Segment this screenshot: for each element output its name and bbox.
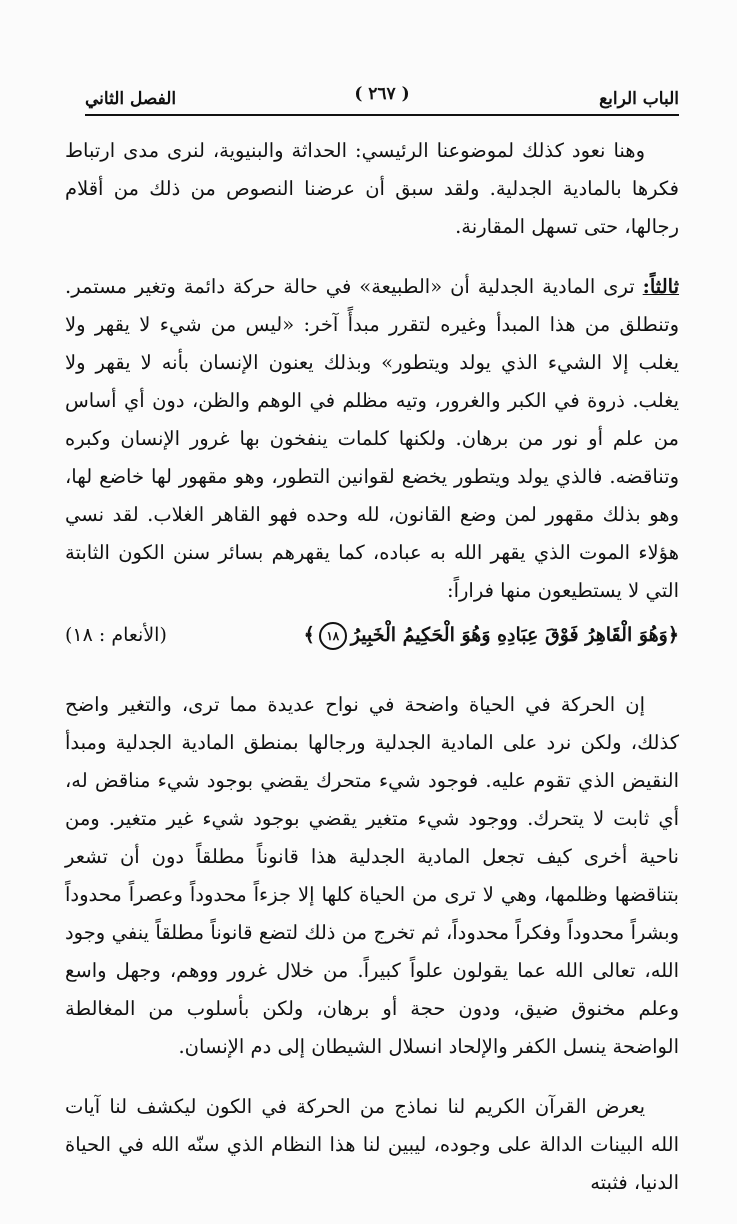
quote-close-bracket: ﴾ xyxy=(303,624,315,646)
page-content xyxy=(65,132,679,1224)
paragraph-movement: إن الحركة في الحياة واضحة في نواح عديدة مما ترى، والتغير واضح كذلك، ولكن نرد على المادية الجدلية ورجالها بمنطق المادية الجدلية ومبدأ النقيض الذي تقوم عليه. فوجود شيء متحرك يقضي بوجود شيء مناقض له، أي ثابت لا يتحرك. ووجود شيء متغير يقضي بوجود شيء غير متغير. ومن ناحية أخرى كيف تجعل المادية الجدلية هذا قانوناً مطلقاً دون أن تشعر بتناقضها وظلمها، وهي لا ترى من الحياة كلها إلا جزءاً محدوداً وعصراً محدوداً وبشراً محدوداً وفكراً محدوداً، ثم تخرج من ذلك لتضع قانوناً مطلقاً ينفي وجود الله، تعالى الله عما يقولون علواً كبيراً. من خلال غرور ووهم، وجهل واسع وعلم مخنوق ضيق، ودون حجة أو برهان، ولكن بأسلوب من المغالطة الواضحة ينسل الكفر والإلحاد انسلال الشيطان إلى دم الإنسان. xyxy=(65,693,679,1058)
quran-quote xyxy=(65,616,679,654)
point-text: ترى المادية الجدلية أن «الطبيعة» في حالة حركة دائمة وتغير مستمر. وتنطلق من هذا المبدأ وغيره لتقرر مبدأً آخر: «ليس من شيء لا يقهر ولا يغلب إلا الشيء الذي يولد ويتطور» وبذلك يعنون الإنسان بأنه لا يقهر ولا يغلب. ذروة في الكبر والغرور، وتيه مظلم في الوهم والظن، دون أي أساس من علم أو نور من برهان. ولكنها كلمات ينفخون بها غرور الإنسان وكبره وتناقضه. فالذي يولد ويتطور يخضع لقوانين التطور، وهو مقهور لها خاضع لها، وهو بذلك مقهور لمن وضع القانون، لله وحده فهو القاهر الغلاب. لقد نسي هؤلاء الموت الذي يقهر الله به عباده، كما يقهرهم بسائر سنن الكون الثابتة التي لا يستطيعون منها فراراً: xyxy=(65,275,679,602)
header-chapter-part: الباب الرابع xyxy=(599,89,679,109)
paragraph-third-point xyxy=(65,268,679,610)
header-section: الفصل الثاني xyxy=(85,89,177,109)
page-number: ( ٢٦٧ ) xyxy=(354,84,410,104)
point-label: ثالثاً: xyxy=(642,275,680,298)
quran-verse xyxy=(304,616,679,654)
quote-open-bracket: ﴿ xyxy=(667,624,679,646)
verse-text: وَهُوَ الْقَاهِرُ فَوْقَ عِبَادِهِ وَهُوَ الْحَكِيمُ الْخَبِيرُ xyxy=(350,624,668,646)
paragraph-intro: وهنا نعود كذلك لموضوعنا الرئيسي: الحداثة والبنيوية، لنرى مدى ارتباط فكرها بالمادية الجدلية. ولقد سبق أن عرضنا النصوص من ذلك من أقلام رجالها، حتى تسهل المقارنة. xyxy=(65,139,679,238)
page-header xyxy=(85,84,679,116)
paragraph-quran-models: يعرض القرآن الكريم لنا نماذج من الحركة في الكون ليكشف لنا آيات الله البينات الدالة على وجوده، ليبين لنا هذا النظام الذي سنّه الله في الحياة الدنيا، فثبته xyxy=(65,1095,679,1194)
verse-reference: (الأنعام : ١٨) xyxy=(65,624,167,646)
ayah-number-mark: ١٨ xyxy=(319,622,347,650)
